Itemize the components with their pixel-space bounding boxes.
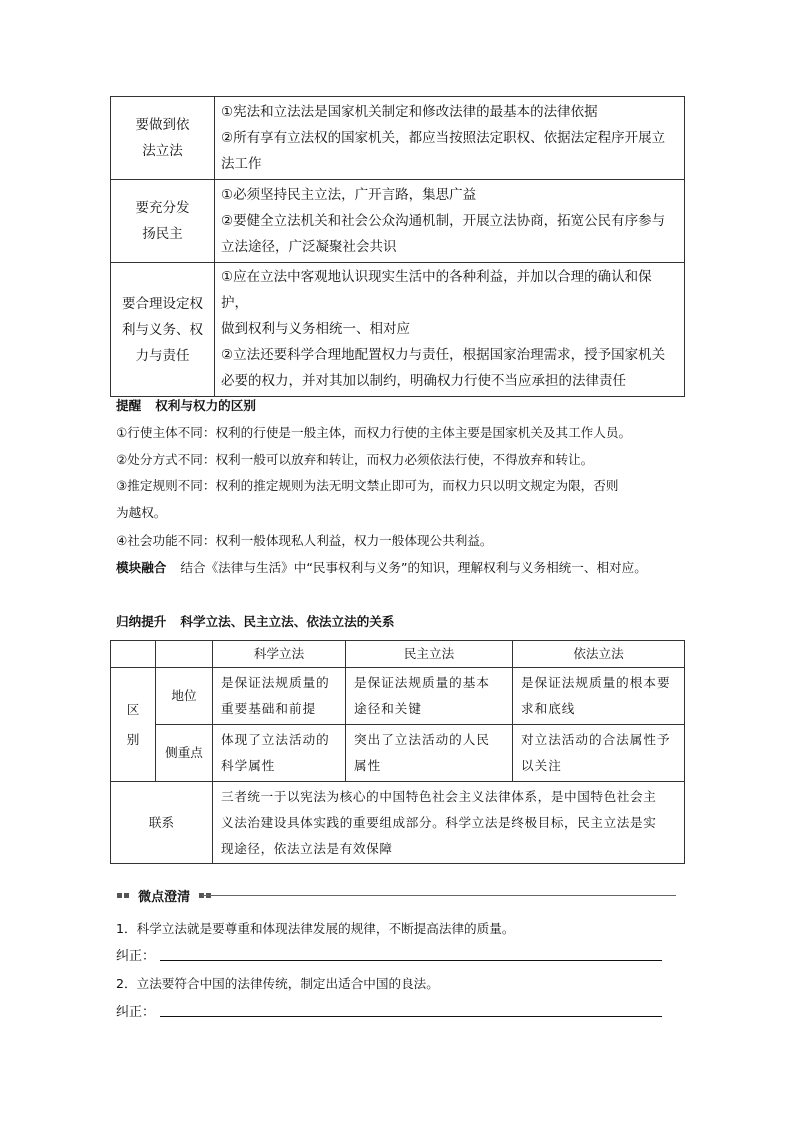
- label-char: 区: [126, 701, 140, 717]
- clarify-title: 微点澄清: [138, 890, 191, 905]
- column-header: 依法立法: [513, 641, 685, 668]
- answer-blank[interactable]: [160, 960, 662, 961]
- table-cell: [346, 668, 513, 725]
- content-line: ①必须坚持民主立法，广开言路，集思广益: [221, 186, 477, 203]
- table-row: [111, 97, 685, 180]
- row-content: [215, 263, 685, 397]
- legislation-requirements-table: [110, 96, 685, 397]
- row-content: [215, 180, 685, 263]
- summary-heading: 归纳提升: [116, 614, 167, 629]
- table-row: [111, 263, 685, 397]
- label-line: 要做到依: [135, 117, 190, 133]
- square-bullet-icon: [117, 893, 122, 898]
- content-line: 必要的权力，并对其加以制约，明确权力行使不当应承担的法律责任: [221, 373, 626, 389]
- corner-cell: [111, 641, 156, 668]
- column-header: 民主立法: [346, 641, 513, 668]
- cell-line: 科学属性: [221, 758, 276, 773]
- reminder-item: ④社会功能不同：权利一般体现私人利益，权力一般体现公共利益。: [116, 533, 493, 548]
- legislation-relationship-table: [110, 640, 685, 864]
- link-content: [213, 782, 685, 864]
- clarify-question: 2．立法要符合中国的法律传统，制定出适合中国的良法。: [116, 976, 439, 991]
- module-text: 结合《法律与生活》中“民事权利与义务”的知识，理解权利与义务相统一、相对应。: [180, 560, 647, 575]
- row-label: [111, 263, 215, 397]
- content-line: ②所有享有立法权的国家机关，都应当按照法定职权、依据法定程序开展立: [221, 129, 666, 146]
- table-row: [111, 782, 685, 864]
- answer-label: 纠正：: [116, 949, 156, 964]
- reminder-item: ①行使主体不同：权利的行使是一般主体，而权力行使的主体主要是国家机关及其工作人员。: [116, 425, 632, 440]
- cell-line: 现途径，依法立法是有效保障: [221, 840, 393, 856]
- cell-line: 体现了立法活动的: [221, 732, 330, 747]
- module-heading: 模块融合: [116, 560, 167, 575]
- column-header: 科学立法: [213, 641, 346, 668]
- divider: [202, 895, 676, 896]
- content-line: 立法途径，广泛凝聚社会共识: [221, 238, 397, 255]
- cell-line: 义法治建设具体实践的重要组成部分。科学立法是终极目标，民主立法是实: [221, 814, 657, 830]
- table-cell: [513, 725, 685, 782]
- table-row: [111, 725, 685, 782]
- label-line: 要合理设定权: [122, 295, 203, 312]
- cell-line: 求和底线: [521, 701, 576, 716]
- reminder-title: 权利与权力的区别: [155, 398, 256, 413]
- reminder-item: ②处分方式不同：权利一般可以放弃和转让，而权力必须依法行使，不得放弃和转让。: [116, 452, 594, 467]
- cell-line: 属性: [354, 758, 382, 773]
- label-line: 扬民主: [142, 226, 183, 242]
- reminder-heading-line: [116, 396, 256, 416]
- table-cell: [213, 725, 346, 782]
- square-bullet-icon: [124, 893, 129, 898]
- clarify-question: 1．科学立法就是要尊重和体现法律发展的规律，不断提高法律的质量。: [116, 921, 515, 936]
- table-cell: [346, 725, 513, 782]
- reminder-item: ③推定规则不同：权利的推定规则为法无明文禁止即可为，而权力只以明文规定为限，否则: [116, 478, 619, 493]
- label-line: 要充分发: [135, 200, 190, 216]
- cell-line: 以关注: [521, 758, 562, 773]
- corner-cell: [156, 641, 213, 668]
- content-line: ①应在立法中客观地认识现实生活中的各种利益，并加以合理的确认和保护，: [221, 269, 652, 311]
- reminder-item: 为越权。: [116, 505, 167, 520]
- content-line: ①宪法和立法法是国家机关制定和修改法律的最基本的法律依据: [221, 103, 598, 120]
- clarify-section-header: [116, 886, 676, 906]
- table-cell: [213, 668, 346, 725]
- label-line: 力与责任: [135, 347, 190, 364]
- table-header-row: [111, 641, 685, 668]
- reminder-heading: 提醒: [116, 398, 142, 413]
- summary-title: 科学立法、民主立法、依法立法的关系: [180, 614, 395, 629]
- link-label: 联系: [111, 782, 213, 864]
- answer-line: [116, 1001, 676, 1021]
- cell-line: 是保证法规质量的基本: [354, 675, 490, 690]
- row-label: 侧重点: [156, 725, 213, 782]
- cell-line: 是保证法规质量的: [221, 675, 330, 690]
- label-line: 利与义务、权: [122, 321, 203, 338]
- cell-line: 是保证法规质量的根本要: [521, 675, 671, 690]
- table-row: [111, 668, 685, 725]
- module-paragraph: [116, 554, 684, 581]
- cell-line: 对立法活动的合法属性予: [521, 732, 671, 747]
- answer-blank[interactable]: [160, 1016, 662, 1017]
- table-cell: [513, 668, 685, 725]
- summary-heading-line: [116, 612, 394, 632]
- table-row: [111, 180, 685, 263]
- cell-line: 途径和关键: [354, 701, 422, 716]
- difference-label: [111, 668, 156, 782]
- row-label: [111, 97, 215, 180]
- label-line: 法立法: [142, 143, 183, 159]
- cell-line: 突出了立法活动的人民: [354, 732, 490, 747]
- content-line: ②立法还要科学合理地配置权力与责任，根据国家治理需求，授予国家机关: [221, 347, 666, 363]
- label-char: 别: [126, 731, 140, 747]
- answer-label: 纠正：: [116, 1005, 156, 1020]
- content-line: 做到权利与义务相统一、相对应: [221, 321, 410, 337]
- row-label: [111, 180, 215, 263]
- cell-line: 三者统一于以宪法为核心的中国特色社会主义法律体系，是中国特色社会主: [221, 788, 657, 804]
- answer-line: [116, 945, 676, 965]
- row-label: 地位: [156, 668, 213, 725]
- cell-line: 重要基础和前提: [221, 701, 317, 716]
- content-line: ②要健全立法机关和社会公众沟通机制，开展立法协商，拓宽公民有序参与: [221, 212, 666, 229]
- row-content: [215, 97, 685, 180]
- content-line: 法工作: [221, 155, 262, 172]
